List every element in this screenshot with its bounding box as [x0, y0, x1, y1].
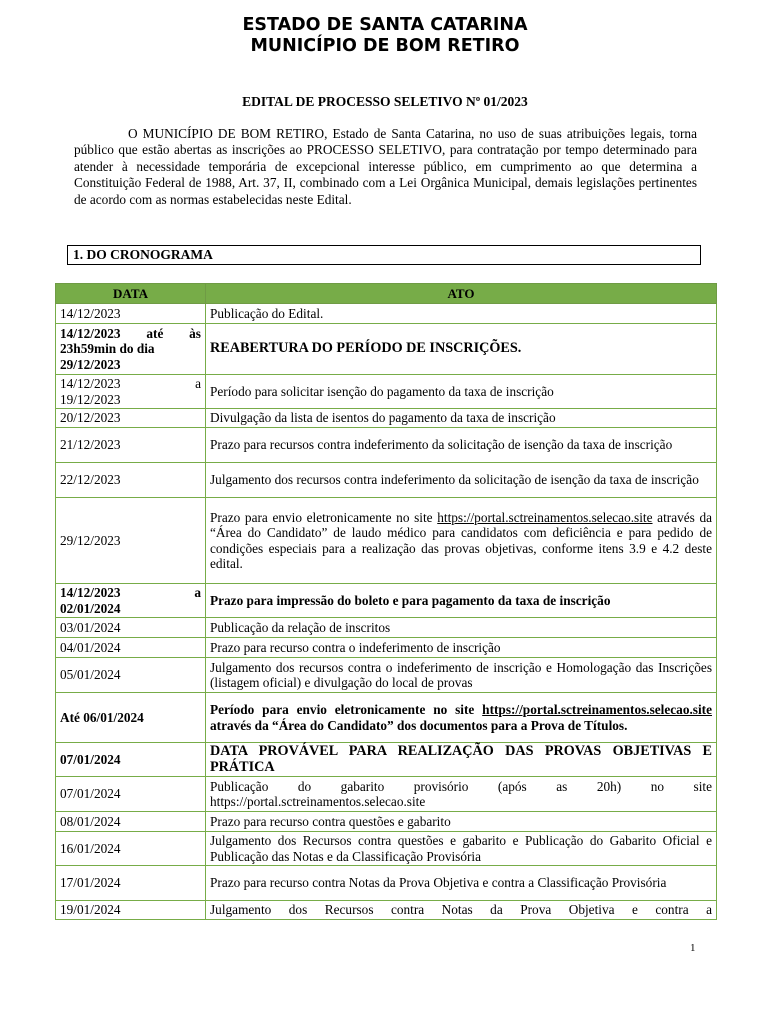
table-row	[56, 777, 717, 812]
row-date: 17/01/2024	[56, 866, 206, 901]
table-row	[56, 812, 717, 832]
table-row	[56, 743, 717, 777]
portal-link[interactable]: https://portal.sctreinamentos.selecao.site	[437, 509, 653, 525]
table-row	[56, 428, 717, 463]
row-act: Prazo para recursos contra indeferimento da solicitação de isenção da taxa de inscrição	[206, 428, 717, 463]
municipality-name: MUNICÍPIO DE BOM RETIRO	[250, 36, 520, 56]
row-date: 04/01/2024	[56, 638, 206, 658]
table-row	[56, 324, 717, 375]
row-date: 19/01/2024	[56, 901, 206, 920]
row-act: DATA PROVÁVEL PARA REALIZAÇÃO DAS PROVAS OBJETIVAS E PRÁTICA	[206, 743, 717, 777]
intro-paragraph: O MUNICÍPIO DE BOM RETIRO, Estado de Santa Catarina, no uso de suas atribuições legais, torna público que estão abertas as inscrições ao PROCESSO SELETIVO, para contratação por tempo determinado para atender à necessidade temporária de excepcional interesse público, em cumprimento ao que determina a Constituição Federal de 1988, Art. 37, II, combinado com a Lei Orgânica Municipal, demais legislações pertinentes de acordo com as normas estabelecidas neste Edital.	[74, 126, 697, 207]
row-act: Prazo para impressão do boleto e para pagamento da taxa de inscrição	[206, 584, 717, 618]
document-header	[0, 15, 770, 57]
table-row	[56, 409, 717, 428]
row-date: 14/12/2023	[56, 304, 206, 324]
row-act: REABERTURA DO PERÍODO DE INSCRIÇÕES.	[206, 324, 717, 375]
page-number: 1	[690, 942, 696, 954]
row-date: Até 06/01/2024	[56, 693, 206, 743]
state-name: ESTADO DE SANTA CATARINA	[242, 15, 528, 35]
row-date: 03/01/2024	[56, 618, 206, 638]
row-date: 16/01/2024	[56, 832, 206, 866]
row-date: 07/01/2024	[56, 743, 206, 777]
portal-link[interactable]: https://portal.sctreinamentos.selecao.site	[482, 702, 712, 717]
row-date: 21/12/2023	[56, 428, 206, 463]
table-header-row	[56, 284, 717, 304]
row-act: Prazo para recurso contra questões e gabarito	[206, 812, 717, 832]
table-row	[56, 375, 717, 409]
column-header-date: DATA	[56, 284, 206, 304]
row-date: 14/12/2023 até às 23h59min do dia 29/12/2023	[56, 324, 206, 375]
row-date: 20/12/2023	[56, 409, 206, 428]
row-act: Julgamento dos recursos contra indeferimento da solicitação de isenção da taxa de inscrição	[206, 463, 717, 498]
table-row	[56, 901, 717, 920]
row-date: 22/12/2023	[56, 463, 206, 498]
row-act: Publicação da relação de inscritos	[206, 618, 717, 638]
row-act: Período para solicitar isenção do pagamento da taxa de inscrição	[206, 375, 717, 409]
table-row	[56, 304, 717, 324]
row-date: 14/12/2023 a 19/12/2023	[56, 375, 206, 409]
schedule-table	[55, 283, 717, 920]
table-row	[56, 463, 717, 498]
section-title: 1. DO CRONOGRAMA	[67, 245, 701, 265]
row-act: Julgamento dos Recursos contra questões e gabarito e Publicação do Gabarito Oficial e Publicação das Notas e da Classificação Provisória	[206, 832, 717, 866]
row-act: Prazo para recurso contra o indeferimento de inscrição	[206, 638, 717, 658]
row-act: Divulgação da lista de isentos do pagamento da taxa de inscrição	[206, 409, 717, 428]
row-act: Publicação do Edital.	[206, 304, 717, 324]
row-date: 07/01/2024	[56, 777, 206, 812]
table-row	[56, 832, 717, 866]
table-row	[56, 498, 717, 584]
row-act: Julgamento dos Recursos contra Notas da Prova Objetiva e contra a	[206, 901, 717, 920]
row-date: 14/12/2023 a 02/01/2024	[56, 584, 206, 618]
row-act: Prazo para recurso contra Notas da Prova Objetiva e contra a Classificação Provisória	[206, 866, 717, 901]
row-act: Período para envio eletronicamente no site https://portal.sctreinamentos.selecao.site através da “Área do Candidato” dos documentos para a Prova de Títulos.	[206, 693, 717, 743]
row-act: Julgamento dos recursos contra o indeferimento de inscrição e Homologação das Inscrições (listagem oficial) e divulgação do local de provas	[206, 658, 717, 693]
column-header-act: ATO	[206, 284, 717, 304]
table-row	[56, 584, 717, 618]
row-date: 08/01/2024	[56, 812, 206, 832]
row-act: Publicação do gabarito provisório (após as 20h) no site https://portal.sctreinamentos.selecao.site	[206, 777, 717, 812]
table-row	[56, 693, 717, 743]
table-row	[56, 618, 717, 638]
table-row	[56, 638, 717, 658]
table-row	[56, 658, 717, 693]
row-act: Prazo para envio eletronicamente no site https://portal.sctreinamentos.selecao.site através da “Área do Candidato” de laudo médico para candidatos com deficiência e para pedido de condições especiais para a realização das provas objetivas, conforme itens 3.9 e 4.2 deste edital.	[206, 498, 717, 584]
table-row	[56, 866, 717, 901]
row-date: 29/12/2023	[56, 498, 206, 584]
edital-title: EDITAL DE PROCESSO SELETIVO Nº 01/2023	[242, 94, 528, 109]
row-date: 05/01/2024	[56, 658, 206, 693]
